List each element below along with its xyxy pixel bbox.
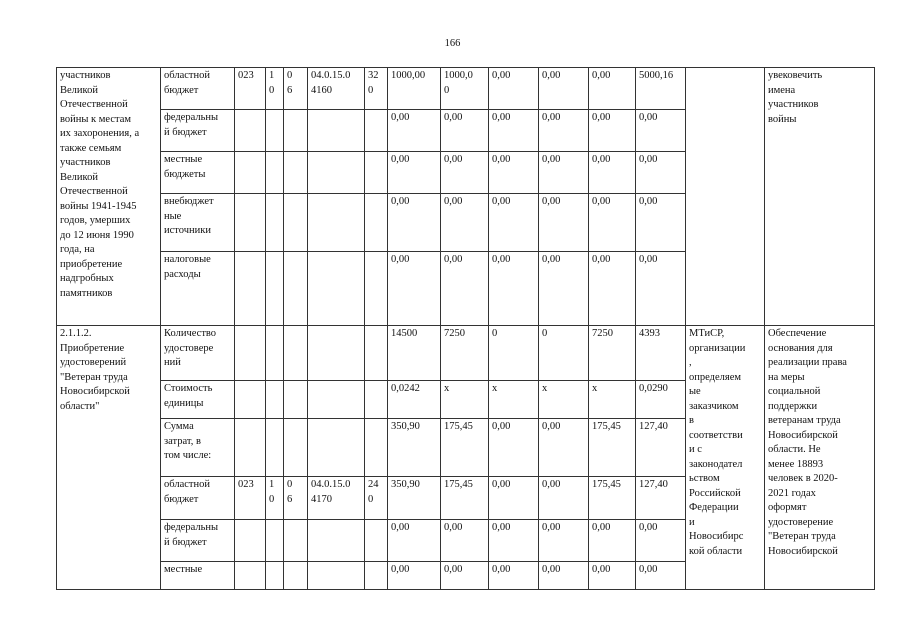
value-cell: 0,00 xyxy=(636,110,686,152)
value-cell: 0,00 xyxy=(589,194,636,252)
source-cell: налоговые расходы xyxy=(161,252,235,326)
code-cell: 1 0 xyxy=(266,477,284,520)
value-cell: 0,00 xyxy=(589,68,636,110)
code-cell xyxy=(266,562,284,590)
value-cell: 0,00 xyxy=(489,194,539,252)
code-cell xyxy=(235,252,266,326)
code-cell xyxy=(284,252,308,326)
value-cell: 0,00 xyxy=(636,252,686,326)
value-cell: 4393 xyxy=(636,326,686,381)
source-cell: областной бюджет xyxy=(161,68,235,110)
code-cell xyxy=(308,562,365,590)
value-cell: 0,00 xyxy=(539,110,589,152)
value-cell: 0,00 xyxy=(539,68,589,110)
code-cell xyxy=(365,110,388,152)
source-cell: Сумма затрат, в том числе: xyxy=(161,419,235,477)
value-cell: 1000,00 xyxy=(388,68,441,110)
code-cell: 023 xyxy=(235,68,266,110)
code-cell xyxy=(266,152,284,194)
table-row xyxy=(57,68,875,110)
value-cell: 0,00 xyxy=(589,562,636,590)
code-cell xyxy=(235,194,266,252)
value-cell: 0 xyxy=(539,326,589,381)
value-cell: 0,00 xyxy=(539,194,589,252)
value-cell: 0,00 xyxy=(441,562,489,590)
value-cell: 0,00 xyxy=(539,152,589,194)
value-cell: 1000,0 0 xyxy=(441,68,489,110)
table-body xyxy=(57,68,875,590)
value-cell: 0,00 xyxy=(489,152,539,194)
code-cell xyxy=(235,152,266,194)
code-cell xyxy=(266,419,284,477)
code-cell xyxy=(284,562,308,590)
program-table xyxy=(56,67,875,590)
source-cell: областной бюджет xyxy=(161,477,235,520)
value-cell: 175,45 xyxy=(441,477,489,520)
value-cell: 0,00 xyxy=(388,110,441,152)
source-cell: Стоимость единицы xyxy=(161,381,235,419)
code-cell xyxy=(284,381,308,419)
value-cell: 0,00 xyxy=(539,562,589,590)
value-cell: 0 xyxy=(489,326,539,381)
code-cell xyxy=(308,252,365,326)
code-cell: 023 xyxy=(235,477,266,520)
code-cell xyxy=(266,194,284,252)
page-number: 166 xyxy=(444,38,461,49)
value-cell: 14500 xyxy=(388,326,441,381)
value-cell: 175,45 xyxy=(441,419,489,477)
value-cell: 7250 xyxy=(589,326,636,381)
value-cell: 0,00 xyxy=(441,110,489,152)
value-cell: x xyxy=(589,381,636,419)
value-cell: 0,00 xyxy=(489,68,539,110)
value-cell: 0,00 xyxy=(539,252,589,326)
code-cell xyxy=(365,419,388,477)
value-cell: 0,00 xyxy=(636,152,686,194)
value-cell: 0,00 xyxy=(489,520,539,562)
value-cell: 0,00 xyxy=(539,419,589,477)
code-cell xyxy=(365,152,388,194)
value-cell: 0,00 xyxy=(589,152,636,194)
code-cell xyxy=(284,419,308,477)
event-name-cell: 2.1.1.2. Приобретение удостоверений "Ветеран труда Новосибирской области" xyxy=(57,326,161,590)
value-cell: 0,00 xyxy=(589,520,636,562)
value-cell: 0,00 xyxy=(441,252,489,326)
code-cell xyxy=(365,194,388,252)
result-cell: увековечить имена участников войны xyxy=(765,68,875,326)
value-cell: 175,45 xyxy=(589,477,636,520)
code-cell xyxy=(235,562,266,590)
source-cell: федеральны й бюджет xyxy=(161,110,235,152)
code-cell xyxy=(284,520,308,562)
value-cell: 0,00 xyxy=(539,520,589,562)
code-cell xyxy=(266,520,284,562)
value-cell: x xyxy=(489,381,539,419)
value-cell: 0,00 xyxy=(388,194,441,252)
value-cell: 127,40 xyxy=(636,419,686,477)
code-cell xyxy=(235,110,266,152)
value-cell: 0,00 xyxy=(441,152,489,194)
code-cell xyxy=(308,520,365,562)
code-cell xyxy=(365,252,388,326)
value-cell: 0,00 xyxy=(539,477,589,520)
value-cell: 5000,16 xyxy=(636,68,686,110)
code-cell xyxy=(284,194,308,252)
code-cell xyxy=(308,326,365,381)
value-cell: 0,00 xyxy=(388,520,441,562)
value-cell: 0,00 xyxy=(489,110,539,152)
code-cell xyxy=(308,194,365,252)
code-cell: 0 6 xyxy=(284,477,308,520)
table-row xyxy=(57,326,875,381)
code-cell xyxy=(284,326,308,381)
value-cell: 0,00 xyxy=(589,110,636,152)
code-cell xyxy=(365,520,388,562)
code-cell xyxy=(308,381,365,419)
source-cell: местные xyxy=(161,562,235,590)
value-cell: 0,00 xyxy=(636,562,686,590)
result-cell: Обеспечение основания для реализации права на меры социальной поддержки ветеранам труда Новосибирской области. Не менее 18893 человек в 2020- 2021 годах оформят удостоверение "Ветеран труда Новосибирской xyxy=(765,326,875,590)
source-cell: местные бюджеты xyxy=(161,152,235,194)
code-cell xyxy=(284,110,308,152)
value-cell: 350,90 xyxy=(388,419,441,477)
code-cell xyxy=(266,252,284,326)
code-cell xyxy=(365,326,388,381)
value-cell: 0,00 xyxy=(441,194,489,252)
value-cell: 127,40 xyxy=(636,477,686,520)
value-cell: 0,00 xyxy=(636,520,686,562)
code-cell: 32 0 xyxy=(365,68,388,110)
value-cell: x xyxy=(539,381,589,419)
value-cell: 0,00 xyxy=(636,194,686,252)
code-cell xyxy=(308,152,365,194)
code-cell: 0 6 xyxy=(284,68,308,110)
code-cell xyxy=(308,419,365,477)
code-cell xyxy=(365,381,388,419)
code-cell xyxy=(266,326,284,381)
code-cell xyxy=(235,381,266,419)
executor-cell xyxy=(686,68,765,326)
code-cell xyxy=(266,381,284,419)
code-cell: 1 0 xyxy=(266,68,284,110)
code-cell xyxy=(235,326,266,381)
value-cell: x xyxy=(441,381,489,419)
source-cell: внебюджет ные источники xyxy=(161,194,235,252)
value-cell: 0,00 xyxy=(489,477,539,520)
value-cell: 350,90 xyxy=(388,477,441,520)
source-cell: федеральны й бюджет xyxy=(161,520,235,562)
code-cell: 24 0 xyxy=(365,477,388,520)
code-cell: 04.0.15.0 4160 xyxy=(308,68,365,110)
executor-cell: МТиСР, организации , определяем ые заказчиком в соответстви и с законодател ьством Российской Федерации и Новосибирс кой области xyxy=(686,326,765,590)
value-cell: 0,00 xyxy=(589,252,636,326)
code-cell: 04.0.15.0 4170 xyxy=(308,477,365,520)
value-cell: 0,00 xyxy=(388,152,441,194)
value-cell: 0,0242 xyxy=(388,381,441,419)
value-cell: 0,00 xyxy=(489,419,539,477)
code-cell xyxy=(235,520,266,562)
source-cell: Количество удостовере ний xyxy=(161,326,235,381)
event-name-cell: участников Великой Отечественной войны к местам их захоронения, а также семьям участников Великой Отечественной войны 1941-1945 годов, умерших до 12 июня 1990 года, на приобретение надгробных памятников xyxy=(57,68,161,326)
value-cell: 0,00 xyxy=(489,252,539,326)
code-cell xyxy=(235,419,266,477)
code-cell xyxy=(308,110,365,152)
code-cell xyxy=(284,152,308,194)
value-cell: 0,00 xyxy=(441,520,489,562)
value-cell: 0,00 xyxy=(489,562,539,590)
value-cell: 7250 xyxy=(441,326,489,381)
value-cell: 175,45 xyxy=(589,419,636,477)
value-cell: 0,0290 xyxy=(636,381,686,419)
value-cell: 0,00 xyxy=(388,562,441,590)
value-cell: 0,00 xyxy=(388,252,441,326)
code-cell xyxy=(365,562,388,590)
code-cell xyxy=(266,110,284,152)
